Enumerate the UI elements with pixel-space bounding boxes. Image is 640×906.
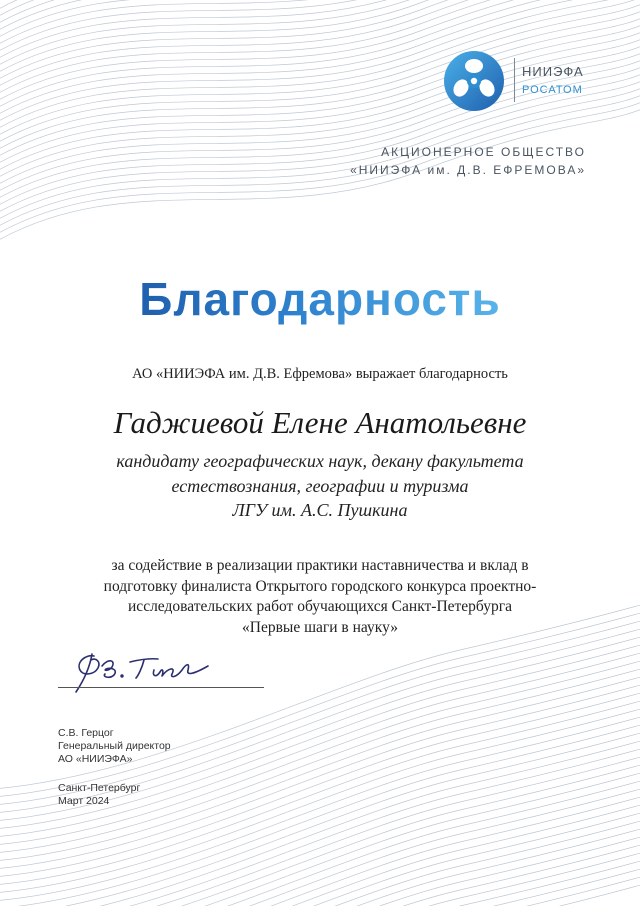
wave-line	[0, 0, 640, 55]
reason-line-3: исследовательских работ обучающихся Санкт-Петербурга	[128, 598, 512, 615]
wave-line	[0, 672, 640, 862]
wave-line	[0, 616, 640, 806]
organization-line-2: «НИИЭФА им. Д.В. ЕФРЕМОВА»	[350, 163, 586, 177]
certificate-title-text: Благодарность	[139, 273, 501, 325]
logo-brand-rosatom: РОСАТОМ	[522, 84, 583, 96]
position-line-2: естествознания, географии и туризма	[171, 475, 469, 496]
logo-brand-niiefa: НИИЭФА	[522, 64, 584, 79]
rosatom-niiefa-logo	[443, 50, 593, 112]
reason-line-4: «Первые шаги в науку»	[242, 618, 398, 636]
signer-block	[58, 727, 171, 766]
organization-name	[350, 143, 586, 179]
wave-line	[0, 848, 640, 906]
certificate-title	[0, 272, 640, 326]
wave-line	[0, 872, 640, 906]
handwritten-signature	[72, 648, 222, 696]
wave-line	[0, 792, 640, 906]
position-line-1: кандидату географических наук, декану факультета	[116, 451, 524, 471]
position-line-3: ЛГУ им. А.С. Пушкина	[232, 500, 408, 520]
place-date-block	[58, 782, 140, 808]
logo-divider	[514, 58, 515, 102]
organization-line-1: АКЦИОНЕРНОЕ ОБЩЕСТВО	[381, 145, 586, 159]
recipient-position	[0, 449, 640, 523]
reason-text	[0, 556, 640, 638]
wave-line	[0, 680, 640, 870]
wave-line	[0, 816, 640, 906]
date: Март 2024	[58, 795, 110, 807]
signer-name: С.В. Герцог	[58, 727, 114, 739]
wave-line	[0, 744, 640, 906]
reason-line-1: за содействие в реализации практики наставничества и вклад в	[111, 557, 529, 574]
signature-line	[58, 687, 264, 688]
signer-title: Генеральный директор	[58, 740, 171, 752]
reason-line-2: подготовку финалиста Открытого городского конкурса проектно-	[103, 577, 537, 595]
recipient-name: Гаджиевой Елене Анатольевне	[113, 405, 527, 440]
wave-line	[0, 752, 640, 906]
wave-line	[0, 0, 640, 34]
rosatom-atom-logo-icon	[443, 50, 505, 112]
wave-line	[0, 0, 640, 20]
city: Санкт-Петербург	[58, 782, 141, 794]
lead-text: АО «НИИЭФА им. Д.В. Ефремова» выражает благодарность	[132, 366, 508, 382]
signer-org: АО «НИИЭФА»	[58, 753, 133, 765]
